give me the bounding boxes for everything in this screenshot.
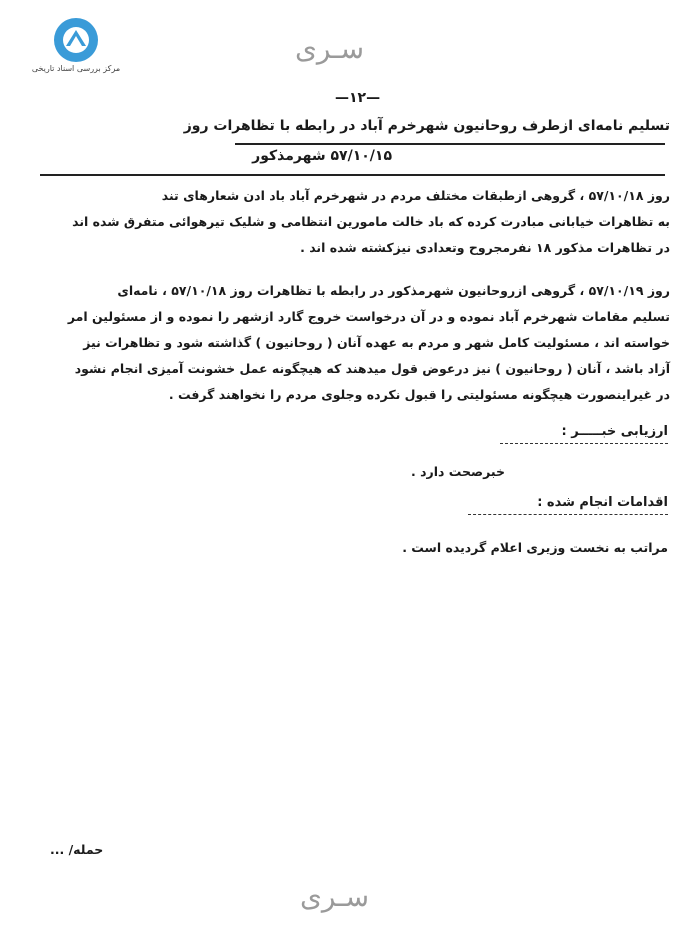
institution-logo [52, 16, 100, 64]
title-rule [235, 143, 665, 145]
classification-stamp-bottom: سـری [300, 880, 370, 913]
paragraph-1-line: روز ۵۷/۱۰/۱۸ ، گروهی ازطبقات مختلف مردم در شهرخرم آباد باد ادن شعارهای تند [161, 188, 670, 203]
report-paragraph-2 [30, 278, 670, 408]
paragraph-2-line: تسلیم مقامات شهرخرم آباد نموده و در آن درخواست خروج گارد ازشهر را نموده و از مسئولین امر [67, 309, 670, 324]
header-divider [40, 174, 665, 176]
document-title: تسلیم نامه‌ای ازطرف روحانیون شهرخرم آباد در رابطه با تظاهرات روز [183, 118, 670, 134]
actions-label: اقدامات انجام شده : [468, 495, 668, 515]
document-date: ۵۷/۱۰/۱۵ شهرمذکور [252, 148, 392, 164]
assessment-text: خبرصحت دارد . [411, 464, 505, 479]
paragraph-2-line: روز ۵۷/۱۰/۱۹ ، گروهی ازروحانیون شهرمذکور در رابطه با تظاهرات روز ۵۷/۱۰/۱۸ ، نامه‌ای [117, 283, 670, 298]
page-number: —۱۲— [335, 90, 381, 106]
classification-stamp-top: سـری [295, 32, 365, 65]
paragraph-1-line: به تظاهرات خیابانی مبادرت کرده که باد خالت مامورین انتظامی و شلیک تیرهوائی متفرق شده اند [72, 214, 670, 229]
paragraph-2-line: در غیراینصورت هیچگونه مسئولیتی را قبول نکرده وجلوی مردم را نخواهند گرفت . [168, 387, 670, 402]
paragraph-1-line: در تظاهرات مذکور ۱۸ نفرمجروح وتعدادی نیزکشته شده اند . [300, 240, 670, 255]
actions-text: مراتب به نخست وزیری اعلام گردیده است . [402, 540, 668, 555]
paragraph-2-line: خواسته اند ، مسئولیت کامل شهر و مردم به عهده آنان ( روحانیون ) گذاشته شود و تظاهرات نیز [83, 335, 670, 350]
assessment-label: ارزیابی خبـــــر : [500, 424, 668, 444]
report-paragraph-1 [30, 183, 670, 261]
logo-caption: مرکز بررسی اسناد تاریخی [31, 64, 121, 73]
paragraph-2-line: آزاد باشد ، آنان ( روحانیون ) نیز درعوض قول میدهند که هیچگونه عمل خشونت آمیزی انجام نشود [74, 361, 670, 376]
attachment-note: حمله/ ... [50, 842, 104, 857]
